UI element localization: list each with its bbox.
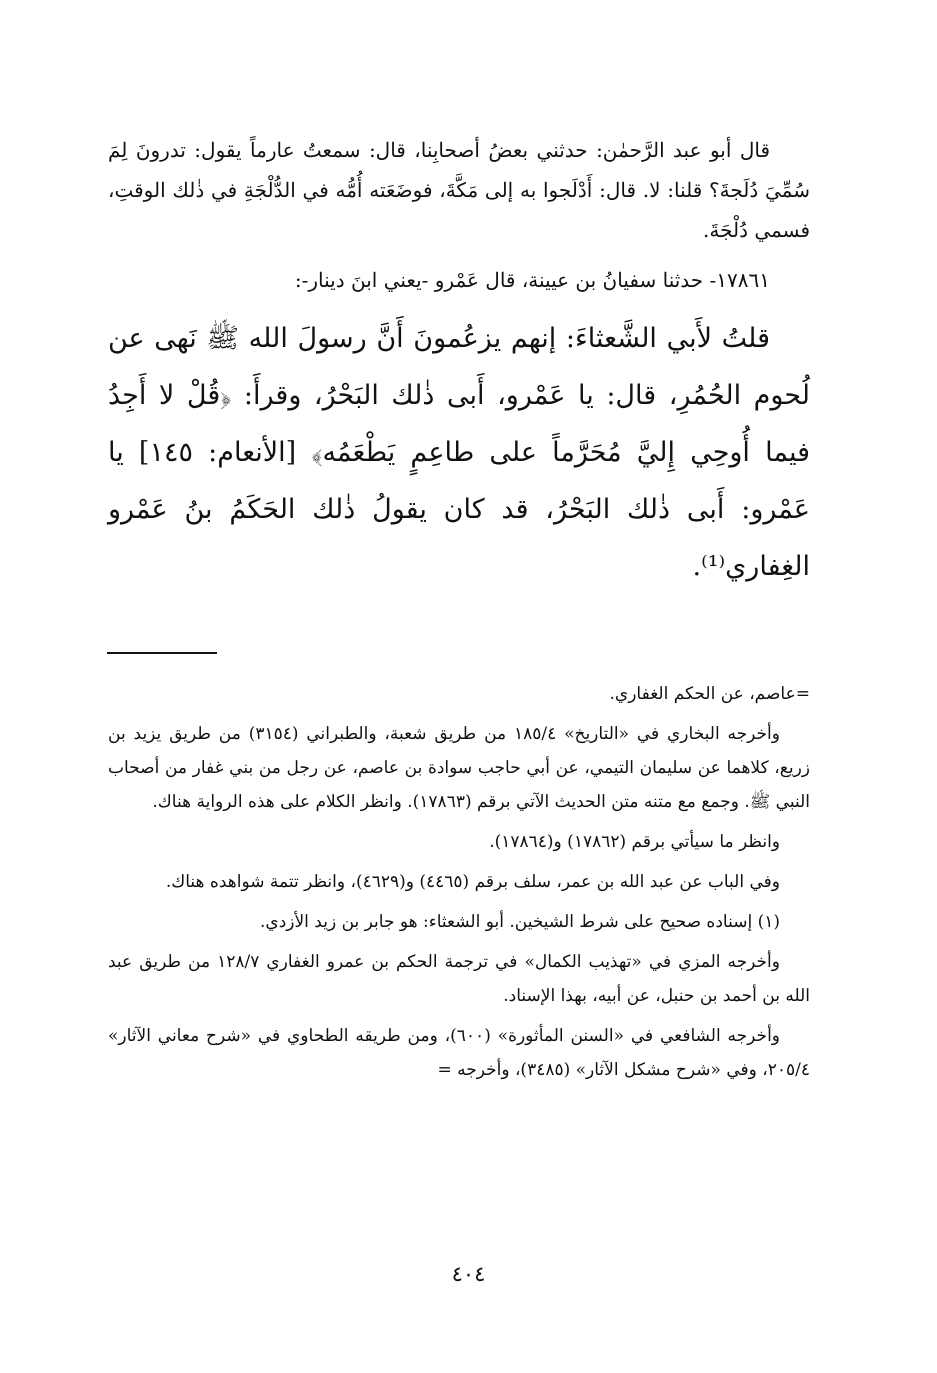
footnote-paragraph: وأخرجه المزي في «تهذيب الكمال» في ترجمة الحكم بن عمرو الغفاري ١٢٨/٧ من طريق عبد الله بن أحمد بن حنبل، عن أبيه، بهذا الإسناد. (108, 952, 810, 1006)
hadith-body: قلتُ لأَبي الشَّعثاءَ: إنهم يزعُمونَ أَنَّ رسولَ الله ﷺ نَهى عن لُحوم الحُمُرِ، قال: يا عَمْرو، أَبى ذٰلك البَحْرُ، وقرأَ: ﴿قُلْ لا أَجِدُ فيما أُوحِي إِليَّ مُحَرَّماً على طاعِمٍ يَطْعَمُه﴾ [الأنعام: ١٤٥] يا عَمْرو: أَبى ذٰلك البَحْرُ، قد كان يقولُ ذٰلك الحَكَمُ بنُ عَمْرو الغِفاري⁽¹⁾. (108, 323, 811, 582)
footnote-paragraph: وأخرجه البخاري في «التاريخ» ١٨٥/٤ من طريق شعبة، والطبراني (٣١٥٤) من طريق يزيد بن زريع، كلاهما عن سليمان التيمي، عن أبي حاجب سوادة بن عاصم، عن رجل من بني غفار من أصحاب النبي ﷺ. وجمع مع متنه متن الحديث الآتي برقم (١٧٨٦٣). وانظر الكلام على هذه الرواية هناك. (108, 724, 810, 812)
footnote-paragraph: وأخرجه الشافعي في «السنن المأثورة» (٦٠٠)، ومن طريقه الطحاوي في «شرح معاني الآثار» ٢٠٥/٤، وفي «شرح مشكل الآثار» (٣٤٨٥)، وأخرجه = (108, 1026, 810, 1080)
footnote-paragraph: وانظر ما سيأتي برقم (١٧٨٦٢) و(١٧٨٦٤). (489, 832, 780, 852)
footnotes (108, 677, 810, 1093)
footnote-continuation: =عاصم، عن الحكم الغفاري. (609, 684, 810, 704)
footnote-paragraph: (١) إسناده صحيح على شرط الشيخين. أبو الشعثاء: هو جابر بن زيد الأزدي. (260, 912, 780, 932)
footnote-separator (107, 652, 217, 654)
footnote-paragraph: وفي الباب عن عبد الله بن عمر، سلف برقم (٤٤٦٥) و(٤٦٢٩)، وانظر تتمة شواهده هناك. (165, 872, 780, 892)
main-text-block (108, 130, 810, 595)
hadith-heading: ١٧٨٦١- حدثنا سفيانُ بن عيينة، قال عَمْرو -يعني ابنَ دينار-: (294, 268, 770, 292)
main-text (108, 130, 810, 595)
page-number: ٤٠٤ (451, 1262, 486, 1286)
narration-paragraph: قال أبو عبد الرَّحمٰن: حدثني بعضُ أصحابِنا، قال: سمعتُ عارماً يقول: تدرونَ لِمَ سُمِّيَ دُلَجةَ؟ قلنا: لا. قال: أَدْلَجوا به إلى مَكَّةَ، فوضَعَته أُمُّه في الدُّلْجَةِ في ذٰلك الوقتِ، فسمي دُلْجَةَ. (108, 138, 810, 242)
